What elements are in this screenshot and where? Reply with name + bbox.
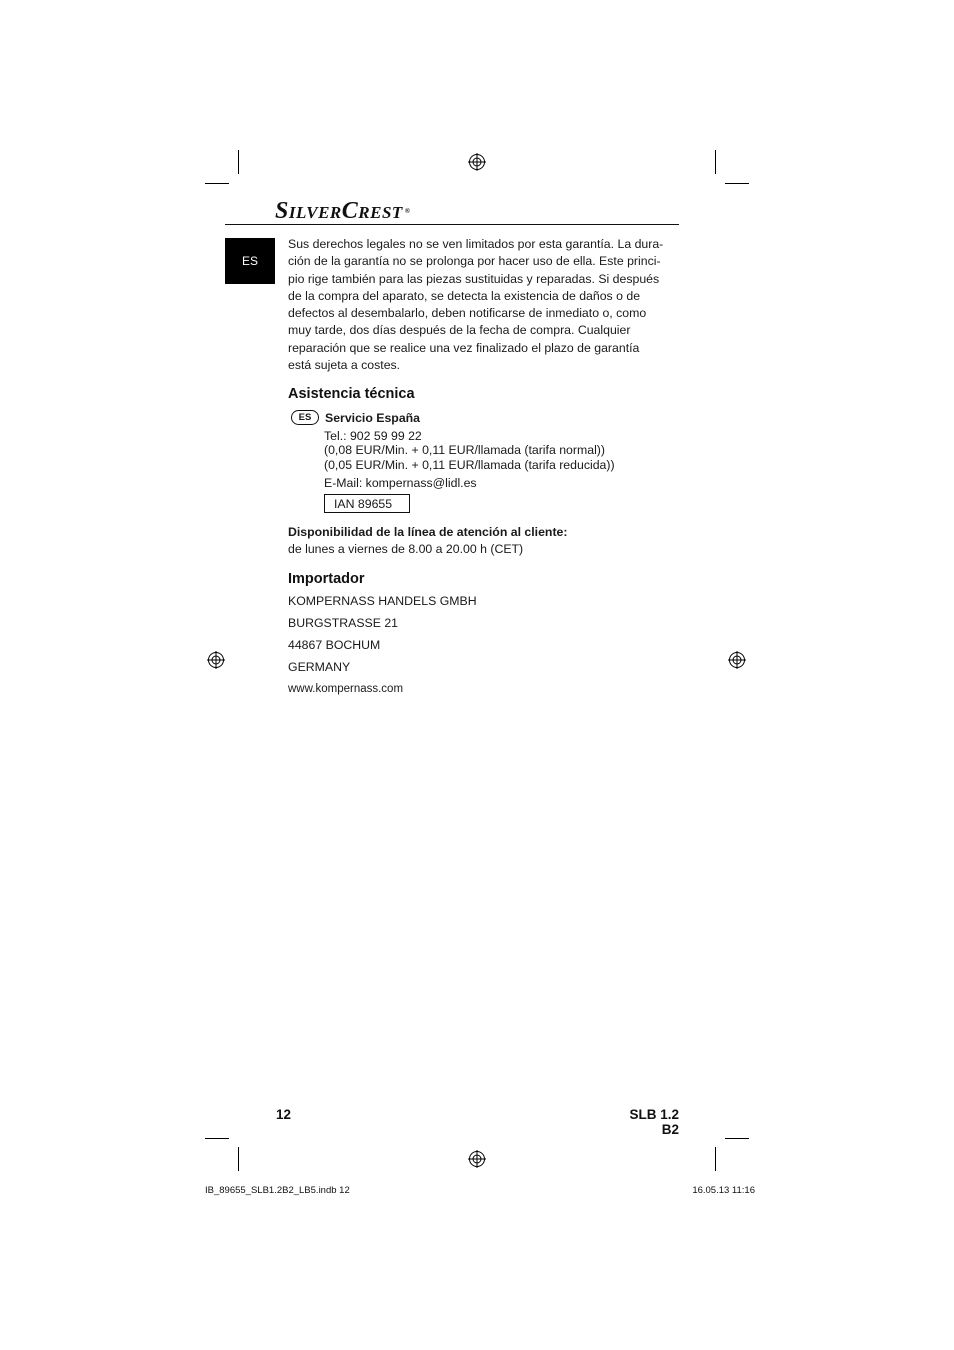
- print-file-name: IB_89655_SLB1.2B2_LB5.indb 12: [205, 1185, 350, 1196]
- header-rule: [225, 224, 679, 225]
- service-rate-reduced: (0,05 EUR/Min. + 0,11 EUR/llamada (tarifa reducida)): [324, 458, 615, 472]
- language-tab: ES: [225, 238, 275, 284]
- ian-box: IAN 89655: [324, 494, 410, 513]
- crop-mark-bottom-right-vertical: [715, 1147, 716, 1171]
- availability-label: Disponibilidad de la línea de atención al cliente:: [288, 525, 568, 539]
- crop-mark-bottom-left-horizontal: [205, 1138, 229, 1139]
- crop-mark-bottom-left-vertical: [238, 1147, 239, 1171]
- paragraph-line: Sus derechos legales no se ven limitados por esta garantía. La dura-: [288, 237, 664, 251]
- brand-logo: SILVERCREST ®: [275, 198, 411, 224]
- registration-mark-left-icon: [207, 651, 225, 669]
- importer-heading: Importador: [288, 571, 365, 587]
- paragraph-line: está sujeta a costes.: [288, 358, 401, 373]
- importer-company: KOMPERNASS HANDELS GMBH: [288, 594, 477, 608]
- warranty-paragraph: [288, 236, 668, 374]
- service-phone: Tel.: 902 59 99 22: [324, 429, 422, 443]
- model-number: SLB 1.2 B2: [629, 1107, 679, 1137]
- paragraph-line: ción de la garantía no se prolonga por hacer uso de ella. Este princi-: [288, 254, 661, 269]
- paragraph-line: defectos al desembalarlo, deben notificarse de inmediato o, como: [288, 306, 647, 321]
- crop-mark-top-right-vertical: [715, 150, 716, 174]
- service-rate-normal: (0,08 EUR/Min. + 0,11 EUR/llamada (tarifa normal)): [324, 443, 605, 457]
- crop-mark-top-right-horizontal: [725, 183, 749, 184]
- availability-hours: de lunes a viernes de 8.00 a 20.00 h (CET): [288, 542, 524, 556]
- importer-website[interactable]: www.kompernass.com: [288, 683, 404, 695]
- paragraph-line: muy tarde, dos días después de la fecha de compra. Cualquier: [288, 323, 631, 338]
- crop-mark-bottom-right-horizontal: [725, 1138, 749, 1139]
- paragraph-line: de la compra del aparato, se detecta la existencia de daños o de: [288, 288, 641, 303]
- importer-city: 44867 BOCHUM: [288, 638, 381, 652]
- registration-mark-right-icon: [728, 651, 746, 669]
- service-email: E-Mail: kompernass@lidl.es: [324, 476, 477, 490]
- paragraph-line: pio rige también para las piezas sustituidas y reparadas. Si después: [288, 271, 660, 286]
- registration-mark-bottom-icon: [468, 1150, 486, 1168]
- importer-country: GERMANY: [288, 660, 351, 674]
- page-number: 12: [276, 1107, 292, 1122]
- importer-street: BURGSTRASSE 21: [288, 616, 399, 630]
- country-badge: ES: [291, 410, 319, 425]
- registration-mark-top-icon: [468, 153, 486, 171]
- print-timestamp: 16.05.13 11:16: [692, 1185, 755, 1196]
- service-name: Servicio España: [325, 411, 421, 425]
- paragraph-line: reparación que se realice una vez finalizado el plazo de garantía: [288, 340, 640, 355]
- crop-mark-top-left-horizontal: [205, 183, 229, 184]
- support-heading: Asistencia técnica: [288, 386, 415, 402]
- crop-mark-top-left-vertical: [238, 150, 239, 174]
